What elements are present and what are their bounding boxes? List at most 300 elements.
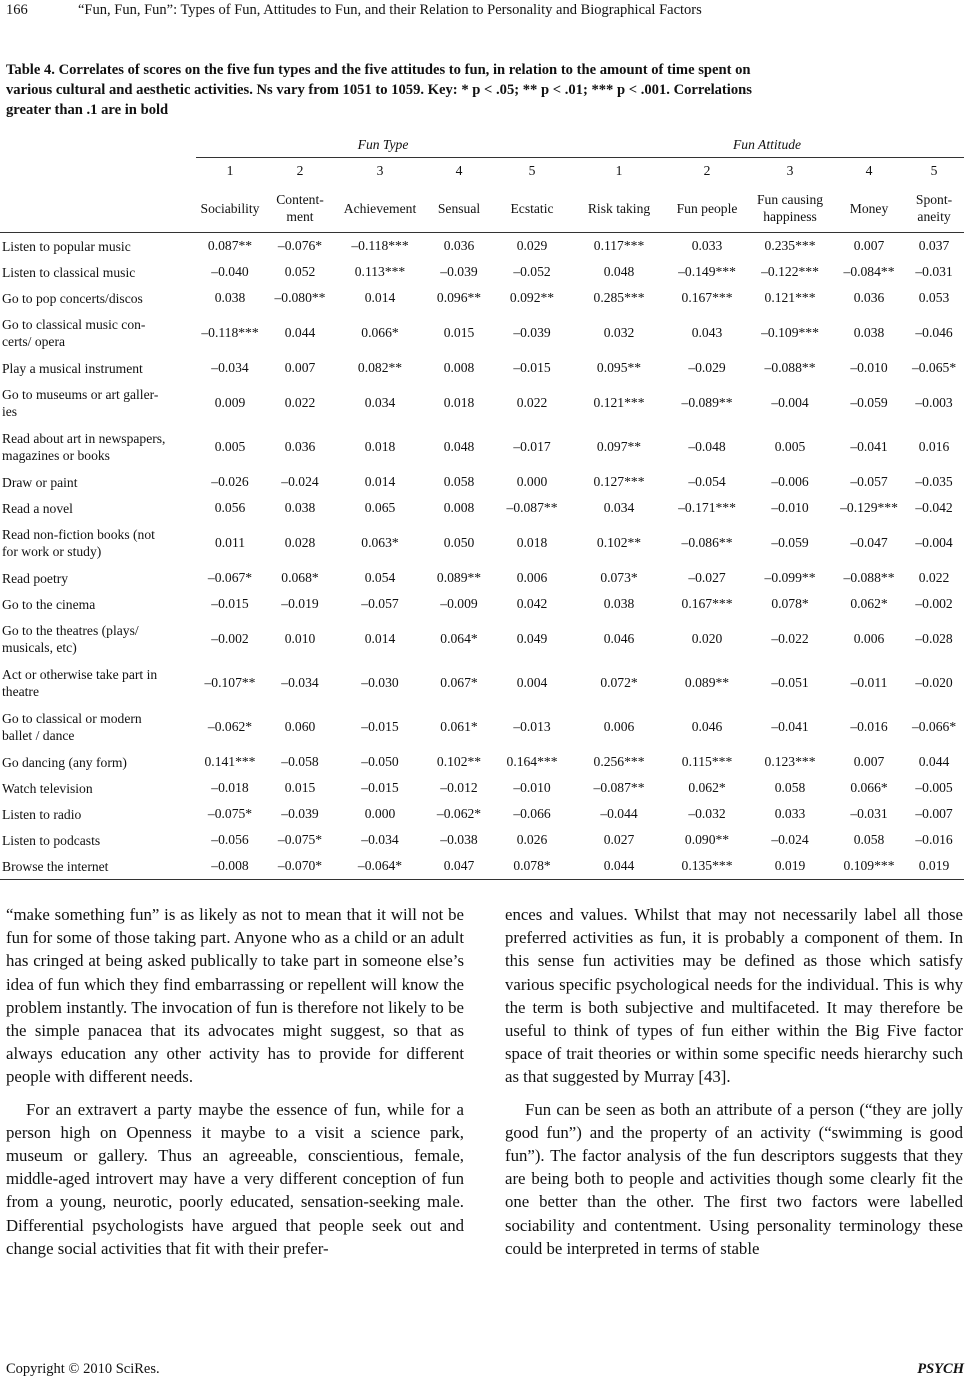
- row-label: [0, 495, 196, 521]
- row-label-line: Go to the theatres (plays/: [2, 623, 139, 638]
- page-number: 166: [6, 2, 28, 18]
- correlation-cell: 0.007: [853, 754, 885, 769]
- table-row: [0, 775, 964, 801]
- caption-line: greater than .1 are in bold: [6, 102, 169, 118]
- correlation-cell: –0.004: [915, 535, 953, 550]
- correlation-cell: 0.073*: [600, 570, 638, 585]
- correlation-cell: 0.285***: [593, 290, 645, 305]
- table-row: [0, 801, 964, 827]
- correlation-cell: –0.028: [915, 631, 953, 646]
- correlation-cell: –0.032: [688, 806, 726, 821]
- correlation-cell: –0.019: [281, 596, 319, 611]
- table-caption: [6, 60, 964, 120]
- correlation-cell: 0.044: [284, 325, 316, 340]
- correlation-cell: 0.006: [853, 631, 885, 646]
- correlation-cell: 0.018: [516, 535, 548, 550]
- row-label-line: musicals, etc): [2, 640, 77, 655]
- column-label-line: Spont-: [915, 192, 953, 207]
- row-label-line: magazines or books: [2, 448, 110, 463]
- correlation-cell: 0.109***: [834, 853, 904, 880]
- correlation-cell: 0.022: [284, 395, 316, 410]
- correlation-cell: –0.046: [915, 325, 953, 340]
- correlation-cell: 0.038: [214, 290, 246, 305]
- correlation-cell: 0.015: [443, 325, 475, 340]
- column-number: 4: [865, 163, 873, 178]
- correlation-cell: –0.008: [196, 853, 264, 880]
- correlation-cell: –0.016: [915, 832, 953, 847]
- correlation-cell: 0.026: [516, 832, 548, 847]
- correlation-cell: –0.118***: [351, 238, 409, 253]
- correlation-cell: 0.018: [364, 439, 396, 454]
- correlation-cell: –0.129***: [840, 500, 898, 515]
- correlation-cell: 0.065: [364, 500, 396, 515]
- correlation-cell: 0.049: [516, 631, 548, 646]
- correlation-cell: –0.171***: [678, 500, 736, 515]
- row-label-line: Watch television: [2, 780, 93, 796]
- correlation-cell: 0.096**: [436, 290, 482, 305]
- correlation-cell: 0.014: [364, 474, 396, 489]
- column-label-line: Fun people: [676, 200, 738, 216]
- correlation-cell: 0.068*: [281, 570, 319, 585]
- column-label-line: Money: [849, 200, 889, 216]
- column-number: 5: [930, 163, 938, 178]
- column-number-row: [0, 158, 964, 185]
- correlation-cell: 0.115***: [681, 754, 733, 769]
- correlation-cell: 0.005: [774, 439, 806, 454]
- correlation-cell: –0.002: [211, 631, 249, 646]
- correlation-cell: 0.036: [853, 290, 885, 305]
- table-row: [0, 233, 964, 260]
- correlation-cell: –0.075*: [207, 806, 253, 821]
- correlation-cell: –0.015: [211, 596, 249, 611]
- correlation-cell: 0.000: [364, 806, 396, 821]
- correlation-cell: –0.109***: [761, 325, 819, 340]
- correlation-cell: –0.066*: [911, 719, 957, 734]
- row-label-line: Read poetry: [2, 570, 69, 586]
- column-label-line: Fun causing: [756, 192, 824, 207]
- column-label-line: Sociability: [200, 200, 260, 216]
- correlation-cell: –0.034: [211, 360, 249, 375]
- correlation-cell: –0.107**: [204, 675, 256, 690]
- correlation-cell: 0.004: [516, 675, 548, 690]
- row-label-line: for work or study): [2, 544, 102, 559]
- correlation-cell: 0.022: [516, 395, 548, 410]
- column-label: [424, 184, 494, 233]
- column-number: 2: [703, 163, 711, 178]
- correlation-cell: –0.024: [771, 832, 809, 847]
- row-label: [0, 259, 196, 285]
- correlation-cell: –0.087**: [506, 500, 558, 515]
- row-label: [0, 425, 196, 469]
- row-label: [0, 827, 196, 853]
- paragraph: “make something fun” is as likely as not to mean that it will not be fun for some of those taking part. Anyone who as a child or an adult has cringed at being asked publically to take part in someone else’s idea of fun which they find embarrassing or repellent will know the problem instantly. The invocation of fun is therefore not likely to be the simple panacea that its advocates might suggest, so that as always education any other activity has to provide for different people with different needs.: [6, 905, 464, 1087]
- column-number: 4: [455, 163, 463, 178]
- correlation-cell: –0.118***: [201, 325, 259, 340]
- group-fun-attitude: Fun Attitude: [570, 133, 964, 158]
- row-label-line: Go to pop concerts/discos: [2, 290, 143, 306]
- correlation-cell: –0.012: [440, 780, 478, 795]
- correlation-cell: –0.066: [513, 806, 551, 821]
- row-label-line: Go to classical music con-: [2, 317, 146, 332]
- correlation-cell: 0.029: [516, 238, 548, 253]
- correlation-cell: 0.061*: [440, 719, 478, 734]
- correlation-cell: 0.066*: [850, 780, 888, 795]
- correlation-cell: 0.006: [603, 719, 635, 734]
- correlation-cell: 0.036: [443, 238, 475, 253]
- correlation-cell: 0.044: [570, 853, 668, 880]
- paragraph: ences and values. Whilst that may not necessarily label all those preferred activities as fun, it is probably a component of them. In this sense fun activities may be defined as those which satisfy various specific psychological needs for the individual. This is why the term is both subjective and multifaceted. It may therefore be useful to think of types of fun either within the Big Five factor space of trait theories or within some specific needs hierarchy such as that suggested by Murray [43].: [505, 905, 963, 1087]
- row-label-line: Browse the internet: [2, 858, 109, 874]
- row-label-line: Go to classical or modern: [2, 711, 142, 726]
- column-number: 3: [376, 163, 384, 178]
- correlation-cell: 0.037: [918, 238, 950, 253]
- correlation-cell: 0.092**: [509, 290, 555, 305]
- correlation-cell: –0.004: [771, 395, 809, 410]
- correlation-cell: –0.086**: [681, 535, 733, 550]
- correlation-cell: 0.060: [284, 719, 316, 734]
- correlation-cell: 0.000: [516, 474, 548, 489]
- row-label-line: ies: [2, 404, 18, 419]
- column-label-line: happiness: [763, 209, 817, 224]
- row-label: [0, 801, 196, 827]
- column-label-row: [0, 184, 964, 233]
- paragraph: Fun can be seen as both an attribute of a person (“they are jolly good fun”) and the property of an activity (“swimming is good fun”). The factor analysis of the fun descriptors suggests that they are being both to people and activities though some clearly fit the one better than the other. The first two factors were labelled sociability and contentment. Using personality terminology these could be interpreted in terms of stable: [505, 1099, 963, 1258]
- row-label: [0, 469, 196, 495]
- correlation-cell: 0.007: [284, 360, 316, 375]
- table-row: [0, 521, 964, 565]
- correlation-cell: –0.018: [211, 780, 249, 795]
- correlation-cell: 0.020: [691, 631, 723, 646]
- correlation-cell: 0.008: [443, 360, 475, 375]
- row-label-line: Read non-fiction books (not: [2, 527, 155, 542]
- correlation-cell: –0.065*: [911, 360, 957, 375]
- correlation-cell: 0.053: [918, 290, 950, 305]
- correlation-cell: –0.016: [850, 719, 888, 734]
- group-header-row: [0, 133, 964, 158]
- correlation-cell: –0.010: [771, 500, 809, 515]
- running-title: “Fun, Fun, Fun”: Types of Fun, Attitudes to Fun, and their Relation to Personality and Biographical Factors: [78, 2, 702, 18]
- table-row: [0, 381, 964, 425]
- caption-line: Table 4. Correlates of scores on the five fun types and the five attitudes to fun, in relation to the amount of time spent on: [6, 62, 751, 78]
- correlation-cell: –0.044: [600, 806, 638, 821]
- correlation-cell: 0.062*: [850, 596, 888, 611]
- correlation-cell: –0.013: [513, 719, 551, 734]
- correlation-cell: –0.058: [281, 754, 319, 769]
- row-label: [0, 311, 196, 355]
- correlation-cell: 0.046: [603, 631, 635, 646]
- correlation-cell: –0.054: [688, 474, 726, 489]
- row-label: [0, 233, 196, 260]
- table-body: [0, 233, 964, 880]
- row-label: [0, 381, 196, 425]
- column-label-line: Sensual: [437, 200, 481, 216]
- correlation-cell: –0.020: [915, 675, 953, 690]
- correlation-cell: –0.088**: [764, 360, 816, 375]
- correlation-cell: 0.019: [904, 853, 964, 880]
- row-label: [0, 591, 196, 617]
- correlation-cell: –0.057: [850, 474, 888, 489]
- correlation-cell: 0.052: [284, 264, 316, 279]
- column-label: [668, 184, 746, 233]
- correlation-cell: –0.088**: [843, 570, 895, 585]
- correlation-cell: 0.072*: [600, 675, 638, 690]
- left-text-column: [6, 903, 464, 1260]
- correlation-cell: 0.141***: [204, 754, 256, 769]
- correlation-cell: –0.080**: [274, 290, 326, 305]
- correlation-cell: –0.011: [850, 675, 888, 690]
- column-label-line: Content-: [276, 192, 324, 207]
- column-number: 1: [226, 163, 234, 178]
- correlation-cell: 0.164***: [506, 754, 558, 769]
- correlation-cell: 0.036: [284, 439, 316, 454]
- correlation-cell: 0.046: [691, 719, 723, 734]
- row-label-line: Play a musical instrument: [2, 360, 143, 376]
- column-number: 3: [786, 163, 794, 178]
- correlation-cell: 0.058: [853, 832, 885, 847]
- correlation-cell: –0.006: [771, 474, 809, 489]
- row-label-line: Go to the cinema: [2, 596, 96, 612]
- correlation-cell: –0.003: [915, 395, 953, 410]
- column-label: [264, 184, 336, 233]
- correlation-cell: –0.040: [211, 264, 249, 279]
- correlation-cell: 0.011: [214, 535, 246, 550]
- correlation-cell: –0.039: [440, 264, 478, 279]
- correlation-cell: 0.090**: [684, 832, 730, 847]
- table-row: [0, 259, 964, 285]
- correlation-cell: 0.034: [364, 395, 396, 410]
- correlation-cell: 0.009: [214, 395, 246, 410]
- correlation-cell: 0.066*: [361, 325, 399, 340]
- correlation-cell: 0.038: [853, 325, 885, 340]
- correlation-cell: 0.089**: [436, 570, 482, 585]
- correlation-cell: 0.117***: [593, 238, 645, 253]
- correlation-cell: –0.076*: [277, 238, 323, 253]
- group-fun-type: Fun Type: [196, 133, 570, 158]
- correlation-cell: 0.047: [424, 853, 494, 880]
- correlation-cell: 0.010: [284, 631, 316, 646]
- row-label: [0, 749, 196, 775]
- correlation-cell: –0.099**: [764, 570, 816, 585]
- column-label-line: Achievement: [343, 200, 417, 216]
- correlation-cell: 0.123***: [764, 754, 816, 769]
- table-row: [0, 469, 964, 495]
- correlation-cell: –0.007: [915, 806, 953, 821]
- correlation-cell: –0.047: [850, 535, 888, 550]
- correlation-cell: –0.048: [688, 439, 726, 454]
- table-row: [0, 705, 964, 749]
- column-label: [834, 184, 904, 233]
- row-label-line: Draw or paint: [2, 474, 78, 490]
- row-label: [0, 775, 196, 801]
- correlation-cell: –0.067*: [207, 570, 253, 585]
- paragraph: For an extravert a party maybe the essence of fun, while for a person high on Openness it maybe to a visit a science park, museum or gallery. Thus an agreeable, conscientious, female, middle-aged introvert may have a very different conception of fun from a young, neurotic, poorly educated, sensation-seeking male. Differential psychologists have argued that people seek out and change social activities that fit with their prefer-: [6, 1099, 464, 1258]
- column-number: 1: [615, 163, 623, 178]
- right-text-column: [505, 903, 963, 1260]
- correlation-cell: –0.041: [850, 439, 888, 454]
- table-row: [0, 495, 964, 521]
- correlation-cell: –0.017: [513, 439, 551, 454]
- table-row: [0, 565, 964, 591]
- correlation-cell: 0.135***: [668, 853, 746, 880]
- correlation-cell: 0.064*: [440, 631, 478, 646]
- correlation-cell: –0.064*: [336, 853, 424, 880]
- correlation-cell: 0.097**: [596, 439, 642, 454]
- correlation-cell: 0.019: [746, 853, 834, 880]
- correlation-cell: 0.034: [603, 500, 635, 515]
- copyright-notice: Copyright © 2010 SciRes.: [6, 1361, 160, 1377]
- correlation-cell: –0.089**: [681, 395, 733, 410]
- correlation-cell: –0.029: [688, 360, 726, 375]
- correlation-cell: 0.089**: [684, 675, 730, 690]
- correlation-cell: 0.043: [691, 325, 723, 340]
- correlation-cell: 0.078*: [494, 853, 570, 880]
- row-label-line: Read about art in newspapers,: [2, 431, 166, 446]
- column-label: [196, 184, 264, 233]
- running-header: [6, 0, 961, 24]
- correlation-cell: –0.022: [771, 631, 809, 646]
- correlation-cell: 0.048: [603, 264, 635, 279]
- correlation-cell: –0.027: [688, 570, 726, 585]
- row-label: [0, 705, 196, 749]
- correlation-cell: –0.087**: [593, 780, 645, 795]
- correlation-cell: –0.041: [771, 719, 809, 734]
- row-label-line: Read a novel: [2, 500, 73, 516]
- correlation-cell: 0.033: [774, 806, 806, 821]
- correlation-cell: 0.054: [364, 570, 396, 585]
- correlation-cell: –0.039: [281, 806, 319, 821]
- correlation-cell: –0.005: [915, 780, 953, 795]
- row-label: [0, 355, 196, 381]
- journal-name: PSYCH: [917, 1361, 964, 1377]
- column-label: [494, 184, 570, 233]
- correlation-cell: –0.149***: [678, 264, 736, 279]
- correlation-cell: –0.010: [513, 780, 551, 795]
- table-row: [0, 425, 964, 469]
- correlation-cell: –0.031: [915, 264, 953, 279]
- correlation-cell: 0.062*: [688, 780, 726, 795]
- column-label-line: Risk taking: [587, 200, 651, 216]
- correlation-cell: –0.015: [361, 719, 399, 734]
- correlation-cell: –0.059: [850, 395, 888, 410]
- correlation-cell: –0.042: [915, 500, 953, 515]
- correlation-cell: 0.014: [364, 631, 396, 646]
- correlation-cell: 0.038: [603, 596, 635, 611]
- correlation-cell: –0.009: [440, 596, 478, 611]
- correlation-cell: –0.031: [850, 806, 888, 821]
- table-row: [0, 355, 964, 381]
- correlation-cell: 0.127***: [593, 474, 645, 489]
- correlation-cell: –0.002: [915, 596, 953, 611]
- correlation-cell: 0.067*: [440, 675, 478, 690]
- table-row: [0, 661, 964, 705]
- row-label-line: Listen to radio: [2, 806, 82, 822]
- row-label-line: Go dancing (any form): [2, 754, 127, 770]
- table-row: [0, 311, 964, 355]
- correlation-cell: 0.028: [284, 535, 316, 550]
- correlation-cell: 0.050: [443, 535, 475, 550]
- correlation-table: [0, 133, 964, 880]
- correlation-cell: 0.256***: [593, 754, 645, 769]
- correlation-cell: 0.014: [364, 290, 396, 305]
- correlation-cell: 0.082**: [357, 360, 403, 375]
- correlation-cell: 0.018: [443, 395, 475, 410]
- row-label-line: Listen to classical music: [2, 264, 136, 280]
- correlation-cell: –0.059: [771, 535, 809, 550]
- correlation-cell: 0.016: [918, 439, 950, 454]
- correlation-cell: –0.015: [361, 780, 399, 795]
- correlation-cell: –0.026: [211, 474, 249, 489]
- correlation-cell: –0.070*: [264, 853, 336, 880]
- correlation-cell: –0.034: [281, 675, 319, 690]
- table-row: [0, 591, 964, 617]
- correlation-cell: 0.007: [853, 238, 885, 253]
- correlation-cell: –0.057: [361, 596, 399, 611]
- correlation-cell: –0.024: [281, 474, 319, 489]
- correlation-cell: 0.015: [284, 780, 316, 795]
- correlation-cell: 0.005: [214, 439, 246, 454]
- correlation-cell: 0.027: [603, 832, 635, 847]
- correlation-cell: 0.048: [443, 439, 475, 454]
- column-number: 2: [296, 163, 304, 178]
- correlation-cell: 0.032: [603, 325, 635, 340]
- row-label-line: theatre: [2, 684, 39, 699]
- table-row: [0, 749, 964, 775]
- page-footer: [6, 1361, 964, 1378]
- row-label-line: certs/ opera: [2, 334, 66, 349]
- table-row: [0, 285, 964, 311]
- correlation-cell: –0.035: [915, 474, 953, 489]
- correlation-cell: –0.038: [440, 832, 478, 847]
- row-label-line: Go to museums or art galler-: [2, 387, 159, 402]
- correlation-cell: 0.058: [443, 474, 475, 489]
- correlation-cell: 0.038: [284, 500, 316, 515]
- correlation-cell: –0.050: [361, 754, 399, 769]
- column-label-line: aneity: [917, 209, 951, 224]
- correlation-cell: –0.084**: [843, 264, 895, 279]
- correlation-cell: –0.039: [513, 325, 551, 340]
- column-label: [904, 184, 964, 233]
- correlation-cell: –0.010: [850, 360, 888, 375]
- correlation-cell: 0.095**: [596, 360, 642, 375]
- row-label-line: Listen to popular music: [2, 238, 131, 254]
- correlation-cell: –0.030: [361, 675, 399, 690]
- correlation-cell: 0.235***: [764, 238, 816, 253]
- correlation-cell: 0.022: [918, 570, 950, 585]
- correlation-cell: 0.113***: [354, 264, 406, 279]
- column-label-line: Ecstatic: [510, 200, 554, 216]
- row-label: [0, 285, 196, 311]
- correlation-cell: 0.033: [691, 238, 723, 253]
- column-number: 5: [528, 163, 536, 178]
- correlation-cell: –0.062*: [436, 806, 482, 821]
- correlation-cell: 0.058: [774, 780, 806, 795]
- correlation-cell: 0.042: [516, 596, 548, 611]
- correlation-cell: 0.063*: [361, 535, 399, 550]
- column-label: [570, 184, 668, 233]
- table-row: [0, 853, 964, 880]
- correlation-cell: 0.006: [516, 570, 548, 585]
- correlation-cell: 0.087**: [207, 238, 253, 253]
- correlation-cell: –0.062*: [207, 719, 253, 734]
- table-row: [0, 827, 964, 853]
- correlation-cell: –0.052: [513, 264, 551, 279]
- table-row: [0, 617, 964, 661]
- correlation-cell: –0.122***: [761, 264, 819, 279]
- correlation-cell: –0.034: [361, 832, 399, 847]
- correlation-cell: –0.051: [771, 675, 809, 690]
- row-label: [0, 853, 196, 880]
- row-label-line: Act or otherwise take part in: [2, 667, 158, 682]
